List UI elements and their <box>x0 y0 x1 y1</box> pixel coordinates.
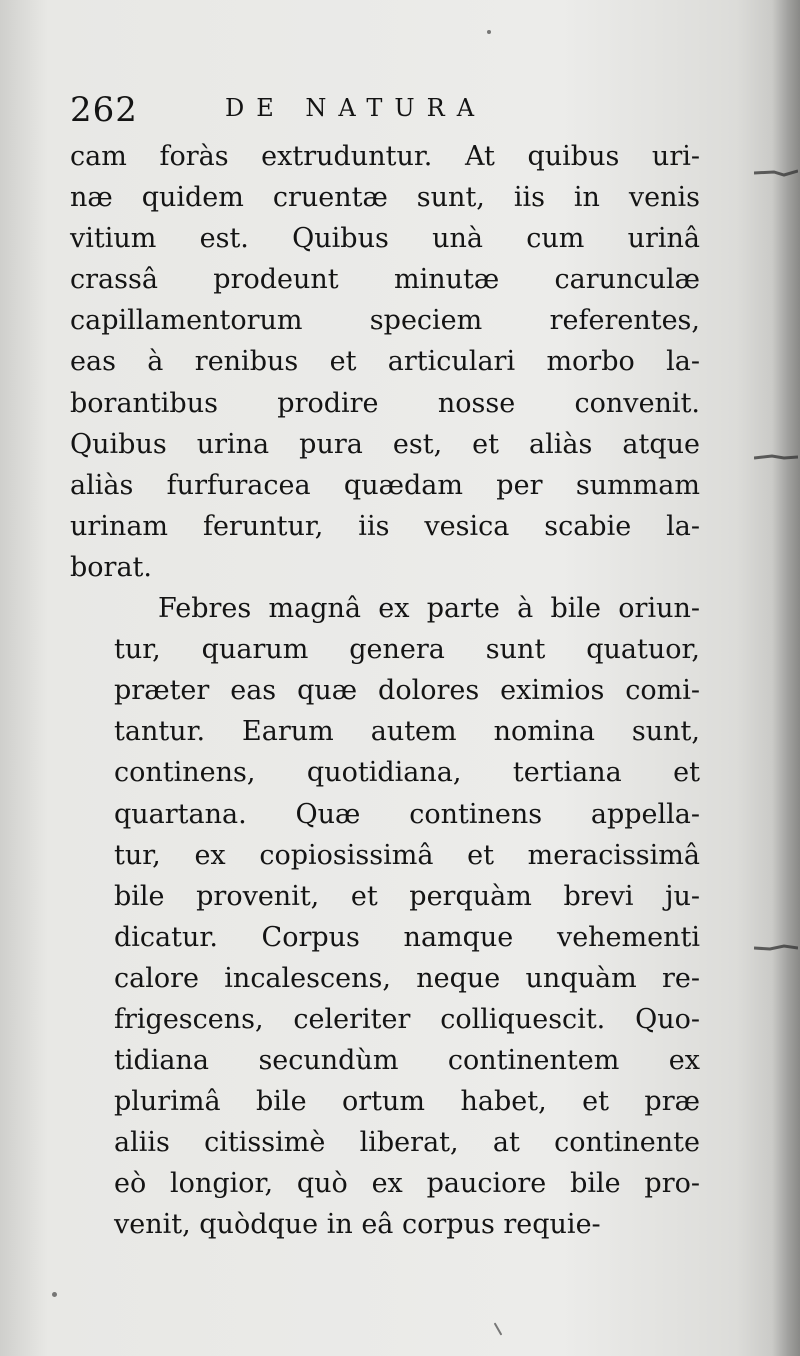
text-line: bile provenit, et perquàm brevi ju- <box>114 880 700 912</box>
binding-thread-mark <box>754 168 798 178</box>
page-content <box>70 80 700 1246</box>
binding-thread-mark <box>754 943 798 953</box>
text-line: vitium est. Quibus unà cum urinâ <box>70 223 700 255</box>
text-line: tidiana secundùm continentem ex <box>114 1045 700 1077</box>
text-line: Quibus urina pura est, et aliàs atque <box>70 428 700 460</box>
text-line: dicatur. Corpus namque vehementi <box>114 921 700 953</box>
text-line: tantur. Earum autem nomina sunt, <box>114 716 700 748</box>
text-line: borantibus prodire nosse convenit. <box>70 387 700 419</box>
text-line: borat. <box>70 551 152 583</box>
page-number: 262 <box>70 90 138 130</box>
text-line: tur, quarum genera sunt quatuor, <box>114 634 700 666</box>
text-line: aliàs furfuracea quædam per summam <box>70 469 700 501</box>
running-title: DE NATURA <box>225 94 487 122</box>
text-line: crassâ prodeunt minutæ carunculæ <box>70 264 700 296</box>
text-line: urinam feruntur, iis vesica scabie la- <box>70 510 700 542</box>
text-line: cam foràs extruduntur. At quibus uri- <box>70 141 700 172</box>
paper-speck <box>494 1322 503 1335</box>
text-line: eò longior, quò ex pauciore bile pro- <box>114 1168 700 1200</box>
text-line: continens, quotidiana, tertiana et <box>114 757 700 789</box>
text-line: venit, quòdque in eâ corpus requie- <box>114 1209 601 1241</box>
text-line: næ quidem cruentæ sunt, iis in venis <box>70 182 700 214</box>
text-line: præter eas quæ dolores eximios comi- <box>114 675 700 707</box>
text-line: calore incalescens, neque unquàm re- <box>114 962 700 994</box>
binding-thread-mark <box>754 452 798 462</box>
body-text <box>70 136 700 1246</box>
text-line: aliis citissimè liberat, at continente <box>114 1127 700 1159</box>
running-head <box>70 80 700 136</box>
text-line: capillamentorum speciem referentes, <box>70 305 700 337</box>
text-line: frigescens, celeriter colliquescit. Quo- <box>114 1003 700 1035</box>
text-line: eas à renibus et articulari morbo la- <box>70 346 700 378</box>
paper-speck <box>52 1292 57 1297</box>
paragraph <box>70 588 700 1246</box>
paper-speck <box>487 30 491 34</box>
binding-gutter-shadow <box>772 0 800 1356</box>
text-line: quartana. Quæ continens appella- <box>114 798 700 830</box>
text-line: Febres magnâ ex parte à bile oriun- <box>158 593 700 625</box>
text-line: tur, ex copiosissimâ et meracissimâ <box>114 839 700 871</box>
text-line: plurimâ bile ortum habet, et præ <box>114 1086 700 1118</box>
paragraph <box>70 136 700 588</box>
